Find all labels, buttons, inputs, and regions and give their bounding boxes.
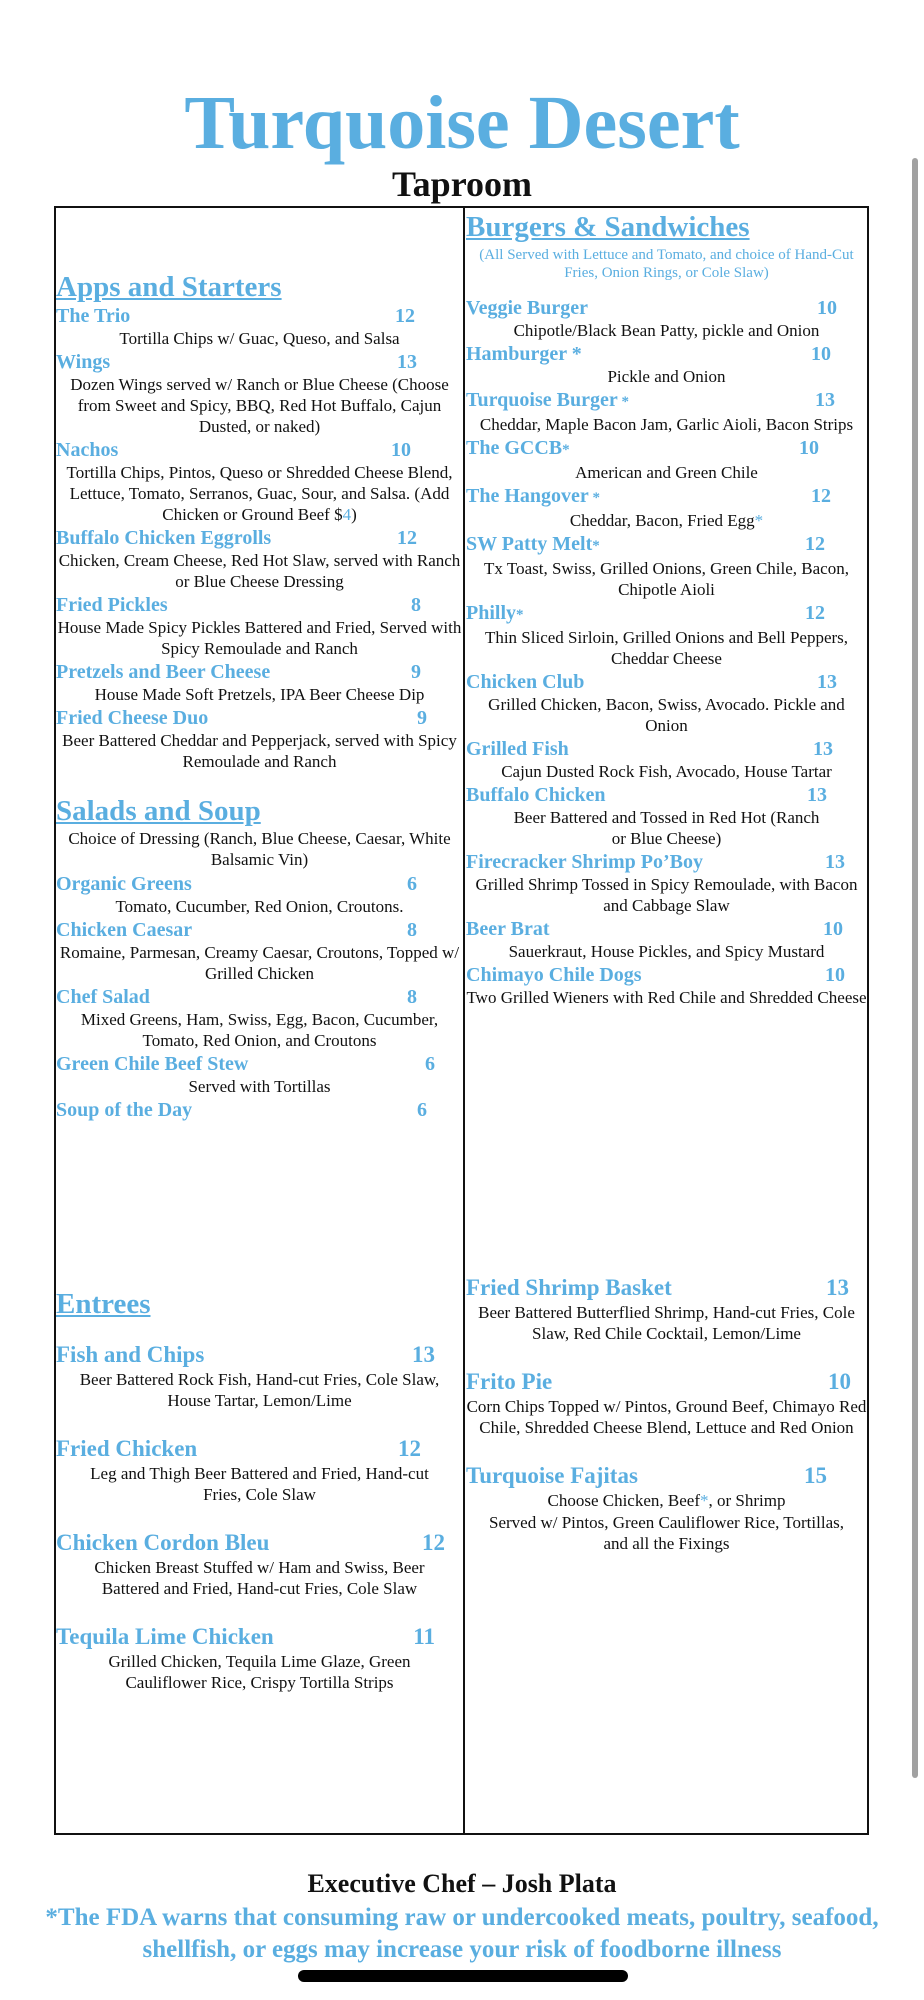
menu-item (466, 670, 867, 694)
item-price: 10 (817, 297, 837, 319)
menu-item (56, 1435, 463, 1505)
item-price: 10 (828, 1369, 851, 1394)
menu-item (56, 304, 463, 328)
menu-item (466, 436, 867, 462)
entrees-section (56, 1287, 463, 1717)
menu-item (466, 917, 867, 941)
menu-item (466, 532, 867, 558)
item-name: Green Chile Beef Stew (56, 1053, 249, 1075)
item-desc: Thin Sliced Sirloin, Grilled Onions and Bell Peppers, Cheddar Cheese (484, 628, 849, 668)
column-divider (463, 206, 465, 1835)
item-desc-price: 4 (342, 505, 352, 524)
menu-item (466, 1368, 867, 1438)
scrollbar[interactable] (912, 158, 918, 1778)
burgers-section (466, 210, 867, 1009)
item-price: 13 (813, 738, 833, 760)
item-name: Soup of the Day (56, 1099, 193, 1121)
item-price: 8 (407, 919, 417, 941)
item-desc-star: * (700, 1491, 709, 1510)
executive-chef: Executive Chef – Josh Plata (307, 1869, 617, 1898)
menu-item (466, 484, 867, 510)
item-desc-text: Tortilla Chips, Pintos, Queso or Shredded Cheese Blend, Lettuce, Tomato, Serranos, Guac, Sour, and Salsa. (Add Chicken or Ground Beef $ (66, 463, 453, 524)
item-price: 13 (825, 851, 845, 873)
item-name: Beer Brat (466, 918, 550, 940)
item-desc: Cajun Dusted Rock Fish, Avocado, House Tartar (501, 762, 832, 781)
salads-heading: Salads and Soup (56, 795, 261, 827)
menu-item (56, 1052, 463, 1076)
item-desc-text: Choose Chicken, Beef (547, 1491, 700, 1510)
item-price: 12 (805, 602, 825, 624)
menu-item (56, 1098, 463, 1122)
menu-item (56, 706, 463, 730)
item-desc: Grilled Shrimp Tossed in Spicy Remoulade, with Bacon and Cabbage Slaw (475, 875, 858, 915)
item-desc: Beer Battered Rock Fish, Hand-cut Fries, Cole Slaw, House Tartar, Lemon/Lime (79, 1370, 440, 1410)
item-desc: Two Grilled Wieners with Red Chile and Shredded Cheese (466, 988, 867, 1007)
menu-item (56, 1341, 463, 1411)
item-price: 13 (807, 784, 827, 806)
item-name: Philly (466, 602, 517, 624)
item-star: * (617, 394, 629, 410)
menu-item (56, 872, 463, 896)
item-star: * (562, 442, 570, 458)
item-price: 8 (411, 594, 421, 616)
menu-item (466, 296, 867, 320)
item-name: Buffalo Chicken Eggrolls (56, 527, 272, 549)
menu-item (56, 350, 463, 374)
item-price: 6 (407, 873, 417, 895)
item-desc: Grilled Chicken, Tequila Lime Glaze, Green Cauliflower Rice, Crispy Tortilla Strips (108, 1652, 411, 1692)
item-name: Pretzels and Beer Cheese (56, 661, 271, 683)
item-desc: House Made Soft Pretzels, IPA Beer Cheese Dip (94, 685, 425, 704)
burgers-heading: Burgers & Sandwiches (466, 211, 750, 243)
menu-item (56, 438, 463, 462)
item-desc-end: ) (351, 505, 357, 524)
item-name: Fried Chicken (56, 1436, 198, 1461)
item-price: 13 (817, 671, 837, 693)
item-desc-end: , or Shrimp (708, 1491, 786, 1510)
salads-desc: Choice of Dressing (Ranch, Blue Cheese, Caesar, White Balsamic Vin) (68, 829, 451, 869)
item-desc: Tx Toast, Swiss, Grilled Onions, Green Chile, Bacon, Chipotle Aioli (484, 559, 849, 599)
item-desc: Dozen Wings served w/ Ranch or Blue Cheese (Choose from Sweet and Spicy, BBQ, Red Hot Buffalo, Cajun Dusted, or naked) (70, 375, 449, 436)
menu-item (56, 1529, 463, 1599)
item-name: Nachos (56, 439, 119, 461)
item-desc: Chipotle/Black Bean Patty, pickle and Onion (513, 321, 820, 340)
item-name: The GCCB (466, 437, 563, 459)
item-name: Wings (56, 351, 111, 373)
entrees-right-section (466, 1274, 867, 1578)
item-name: Hamburger * (466, 343, 582, 365)
menu-item (56, 526, 463, 550)
item-name: Fried Shrimp Basket (466, 1275, 672, 1300)
item-name: Turquoise Fajitas (466, 1463, 638, 1488)
item-price: 6 (425, 1053, 435, 1075)
item-name: The Trio (56, 305, 131, 327)
item-price: 9 (411, 661, 421, 683)
item-desc: Grilled Chicken, Bacon, Swiss, Avocado. Pickle and Onion (488, 695, 845, 735)
home-indicator[interactable] (298, 1970, 628, 1982)
item-name: Frito Pie (466, 1369, 553, 1394)
item-price: 15 (804, 1463, 827, 1488)
apps-heading: Apps and Starters (56, 271, 282, 303)
menu-item (466, 850, 867, 874)
item-desc-star: * (754, 511, 764, 530)
item-price: 11 (413, 1624, 435, 1649)
burgers-note: (All Served with Lettuce and Tomato, and choice of Hand-Cut Fries, Onion Rings, or Cole Slaw) (479, 247, 854, 281)
item-desc: Beer Battered Cheddar and Pepperjack, served with Spicy Remoulade and Ranch (62, 731, 457, 771)
item-desc: Tomato, Cucumber, Red Onion, Croutons. (115, 897, 404, 916)
item-desc: Cheddar, Maple Bacon Jam, Garlic Aioli, Bacon Strips (479, 415, 854, 434)
item-desc: Leg and Thigh Beer Battered and Fried, Hand-cut Fries, Cole Slaw (90, 1464, 429, 1504)
item-star: * (592, 538, 600, 554)
item-desc: Chicken, Cream Cheese, Red Hot Slaw, served with Ranch or Blue Cheese Dressing (58, 551, 461, 591)
item-price: 12 (398, 1436, 421, 1461)
menu-item (56, 660, 463, 684)
apps-section (56, 270, 463, 773)
item-desc: Corn Chips Topped w/ Pintos, Ground Beef, Chimayo Red Chile, Shredded Cheese Blend, Lettuce and Red Onion (466, 1397, 867, 1437)
item-desc: House Made Spicy Pickles Battered and Fried, Served with Spicy Remoulade and Ranch (57, 618, 462, 658)
item-price: 12 (811, 485, 831, 507)
item-price: 9 (417, 707, 427, 729)
item-name: Fried Pickles (56, 594, 168, 616)
menu-item (466, 342, 867, 366)
item-name: Tequila Lime Chicken (56, 1624, 274, 1649)
item-desc: Beer Battered and Tossed in Red Hot (Ranch or Blue Cheese) (513, 808, 820, 848)
menu-item (56, 593, 463, 617)
item-price: 13 (826, 1275, 849, 1300)
salads-section (56, 794, 463, 1122)
menu-title: Turquoise Desert (184, 81, 740, 165)
item-name: Chicken Club (466, 671, 585, 693)
item-desc: American and Green Chile (575, 463, 758, 482)
item-desc: Beer Battered Butterflied Shrimp, Hand-cut Fries, Cole Slaw, Red Chile Cocktail, Lemon/Lime (478, 1303, 855, 1343)
item-desc (466, 1490, 867, 1511)
item-price: 12 (805, 533, 825, 555)
item-price: 10 (825, 964, 845, 986)
item-name: SW Patty Melt (466, 533, 593, 555)
item-desc (56, 462, 463, 525)
item-desc: Sauerkraut, House Pickles, and Spicy Mustard (508, 942, 825, 961)
item-name: Chicken Cordon Bleu (56, 1530, 270, 1555)
item-price: 10 (391, 439, 411, 461)
menu-item (56, 918, 463, 942)
item-desc: Served with Tortillas (188, 1077, 331, 1096)
item-price: 6 (417, 1099, 427, 1121)
item-desc: Chicken Breast Stuffed w/ Ham and Swiss, Beer Battered and Fried, Hand-cut Fries, Cole Slaw (94, 1558, 425, 1598)
item-price: 10 (799, 437, 819, 459)
item-name: The Hangover (466, 485, 589, 507)
menu-item (466, 783, 867, 807)
menu-item (466, 1462, 867, 1554)
item-name: Chicken Caesar (56, 919, 193, 941)
item-star: * (588, 490, 601, 506)
item-name: Firecracker Shrimp Po’Boy (466, 851, 703, 873)
item-desc-text: Cheddar, Bacon, Fried Egg (569, 511, 755, 530)
menu-item (466, 388, 867, 414)
item-name: Veggie Burger (466, 297, 589, 319)
menu-subtitle: Taproom (391, 164, 533, 204)
item-name: Turquoise Burger (466, 389, 618, 411)
item-price: 12 (397, 527, 417, 549)
menu-item (466, 963, 867, 987)
item-price: 8 (407, 986, 417, 1008)
item-name: Buffalo Chicken (466, 784, 606, 806)
menu-item (466, 601, 867, 627)
item-desc: Mixed Greens, Ham, Swiss, Egg, Bacon, Cucumber, Tomato, Red Onion, and Croutons (80, 1010, 439, 1050)
item-desc: Tortilla Chips w/ Guac, Queso, and Salsa (119, 329, 400, 348)
item-price: 13 (412, 1342, 435, 1367)
item-desc (466, 510, 867, 531)
item-name: Chef Salad (56, 986, 150, 1008)
item-price: 13 (815, 389, 835, 411)
menu-item (56, 1623, 463, 1693)
menu-item (466, 737, 867, 761)
item-star: * (516, 607, 524, 623)
item-name: Grilled Fish (466, 738, 569, 760)
menu-item (466, 1274, 867, 1344)
item-price: 13 (397, 351, 417, 373)
item-name: Fish and Chips (56, 1342, 205, 1367)
fda-warning: *The FDA warns that consuming raw or undercooked meats, poultry, seafood, shellfish, or eggs may increase your risk of foodborne illness (45, 1904, 879, 1963)
item-price: 10 (823, 918, 843, 940)
item-price: 12 (395, 305, 415, 327)
item-desc-2: Served w/ Pintos, Green Cauliflower Rice, Tortillas, and all the Fixings (489, 1513, 844, 1553)
item-name: Organic Greens (56, 873, 192, 895)
item-desc: Romaine, Parmesan, Creamy Caesar, Croutons, Topped w/ Grilled Chicken (59, 943, 460, 983)
item-price: 12 (422, 1530, 445, 1555)
item-desc: Pickle and Onion (607, 367, 726, 386)
item-name: Chimayo Chile Dogs (466, 964, 642, 986)
item-price: 10 (811, 343, 831, 365)
menu-item (56, 985, 463, 1009)
entrees-heading: Entrees (56, 1288, 151, 1320)
item-name: Fried Cheese Duo (56, 707, 209, 729)
